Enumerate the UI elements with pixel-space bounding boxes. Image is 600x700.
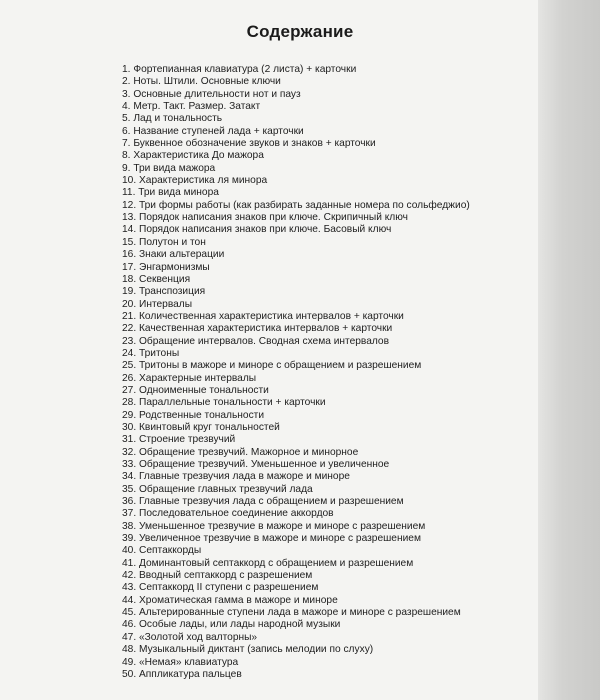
page-edge-shadow [538, 0, 600, 700]
toc-item: 4. Метр. Такт. Размер. Затакт [122, 101, 261, 113]
toc-item: 33. Обращение трезвучий. Уменьшенное и увеличенное [122, 459, 390, 470]
toc-item: 12. Три формы работы (как разбирать заданные номера по сольфеджио) [122, 199, 470, 211]
toc-item: 39. Увеличенное трезвучие в мажоре и миноре с разрешением [122, 533, 421, 545]
page-title: Содержание [246, 22, 354, 41]
toc-item: 21. Количественная характеристика интервалов + карточки [122, 310, 404, 322]
toc-item: 5. Лад и тональность [122, 113, 223, 125]
toc-item: 2. Ноты. Штили. Основные ключи [122, 76, 281, 88]
toc-item: 18. Секвенция [122, 273, 191, 285]
toc-item: 11. Три вида минора [122, 187, 219, 199]
toc-item: 15. Полутон и тон [122, 236, 206, 248]
toc-item: 17. Энгармонизмы [122, 261, 210, 273]
toc-item: 35. Обращение главных трезвучий лада [122, 483, 313, 495]
toc-item: 36. Главные трезвучия лада с обращением и разрешением [122, 496, 404, 508]
toc-item: 41. Доминантовый септаккорд с обращением и разрешением [122, 557, 414, 569]
toc-item: 31. Строение трезвучий [122, 434, 236, 446]
toc-item: 49. «Немая» клавиатура [122, 656, 239, 668]
toc-item: 1. Фортепианная клавиатура (2 листа) + карточки [122, 64, 357, 75]
toc-item: 19. Транспозиция [122, 286, 206, 298]
toc-item: 23. Обращение интервалов. Сводная схема интервалов [122, 335, 390, 347]
toc-item: 25. Тритоны в мажоре и миноре с обращением и разрешением [122, 360, 422, 372]
toc-item: 43. Септаккорд II ступени с разрешением [122, 582, 319, 594]
toc-item: 26. Характерные интервалы [122, 372, 257, 384]
toc-item: 24. Тритоны [122, 347, 180, 359]
toc-item: 30. Квинтовый круг тональностей [122, 421, 280, 433]
toc-item: 27. Одноименные тональности [122, 384, 269, 396]
toc-item: 16. Знаки альтерации [122, 249, 225, 261]
toc-item: 48. Музыкальный диктант (запись мелодии по слуху) [122, 644, 374, 656]
toc-item: 34. Главные трезвучия лада в мажоре и миноре [122, 471, 350, 483]
toc-item: 40. Септаккорды [122, 545, 202, 557]
toc-item: 42. Вводный септаккорд с разрешением [122, 570, 313, 582]
toc-item: 14. Порядок написания знаков при ключе. Басовый ключ [122, 224, 392, 236]
toc-item: 8. Характеристика До мажора [122, 150, 264, 162]
toc-item: 44. Хроматическая гамма в мажоре и миноре [122, 594, 338, 606]
toc-item: 37. Последовательное соединение аккордов [122, 508, 334, 520]
toc-item: 9. Три вида мажора [122, 162, 216, 174]
toc-item: 29. Родственные тональности [122, 409, 265, 421]
toc-item: 20. Интервалы [122, 298, 193, 310]
toc-item: 45. Альтерированные ступени лада в мажоре и миноре с разрешением [122, 607, 461, 619]
toc-item: 32. Обращение трезвучий. Мажорное и минорное [122, 446, 359, 458]
toc-item: 13. Порядок написания знаков при ключе. Скрипичный ключ [122, 212, 408, 224]
toc-item: 22. Качественная характеристика интервалов + карточки [122, 323, 393, 335]
toc-item: 3. Основные длительности нот и пауз [122, 88, 301, 100]
toc-item: 50. Аппликатура пальцев [122, 668, 242, 680]
toc-item: 28. Параллельные тональности + карточки [122, 397, 326, 409]
toc-item: 6. Название ступеней лада + карточки [122, 125, 304, 137]
toc-item: 46. Особые лады, или лады народной музыки [122, 619, 341, 631]
toc-item: 10. Характеристика ля минора [122, 175, 268, 187]
toc-item: 38. Уменьшенное трезвучие в мажоре и миноре с разрешением [122, 520, 426, 532]
toc-item: 7. Буквенное обозначение звуков и знаков + карточки [122, 138, 376, 150]
table-of-contents [122, 64, 470, 681]
toc-item: 47. «Золотой ход валторны» [122, 631, 258, 643]
